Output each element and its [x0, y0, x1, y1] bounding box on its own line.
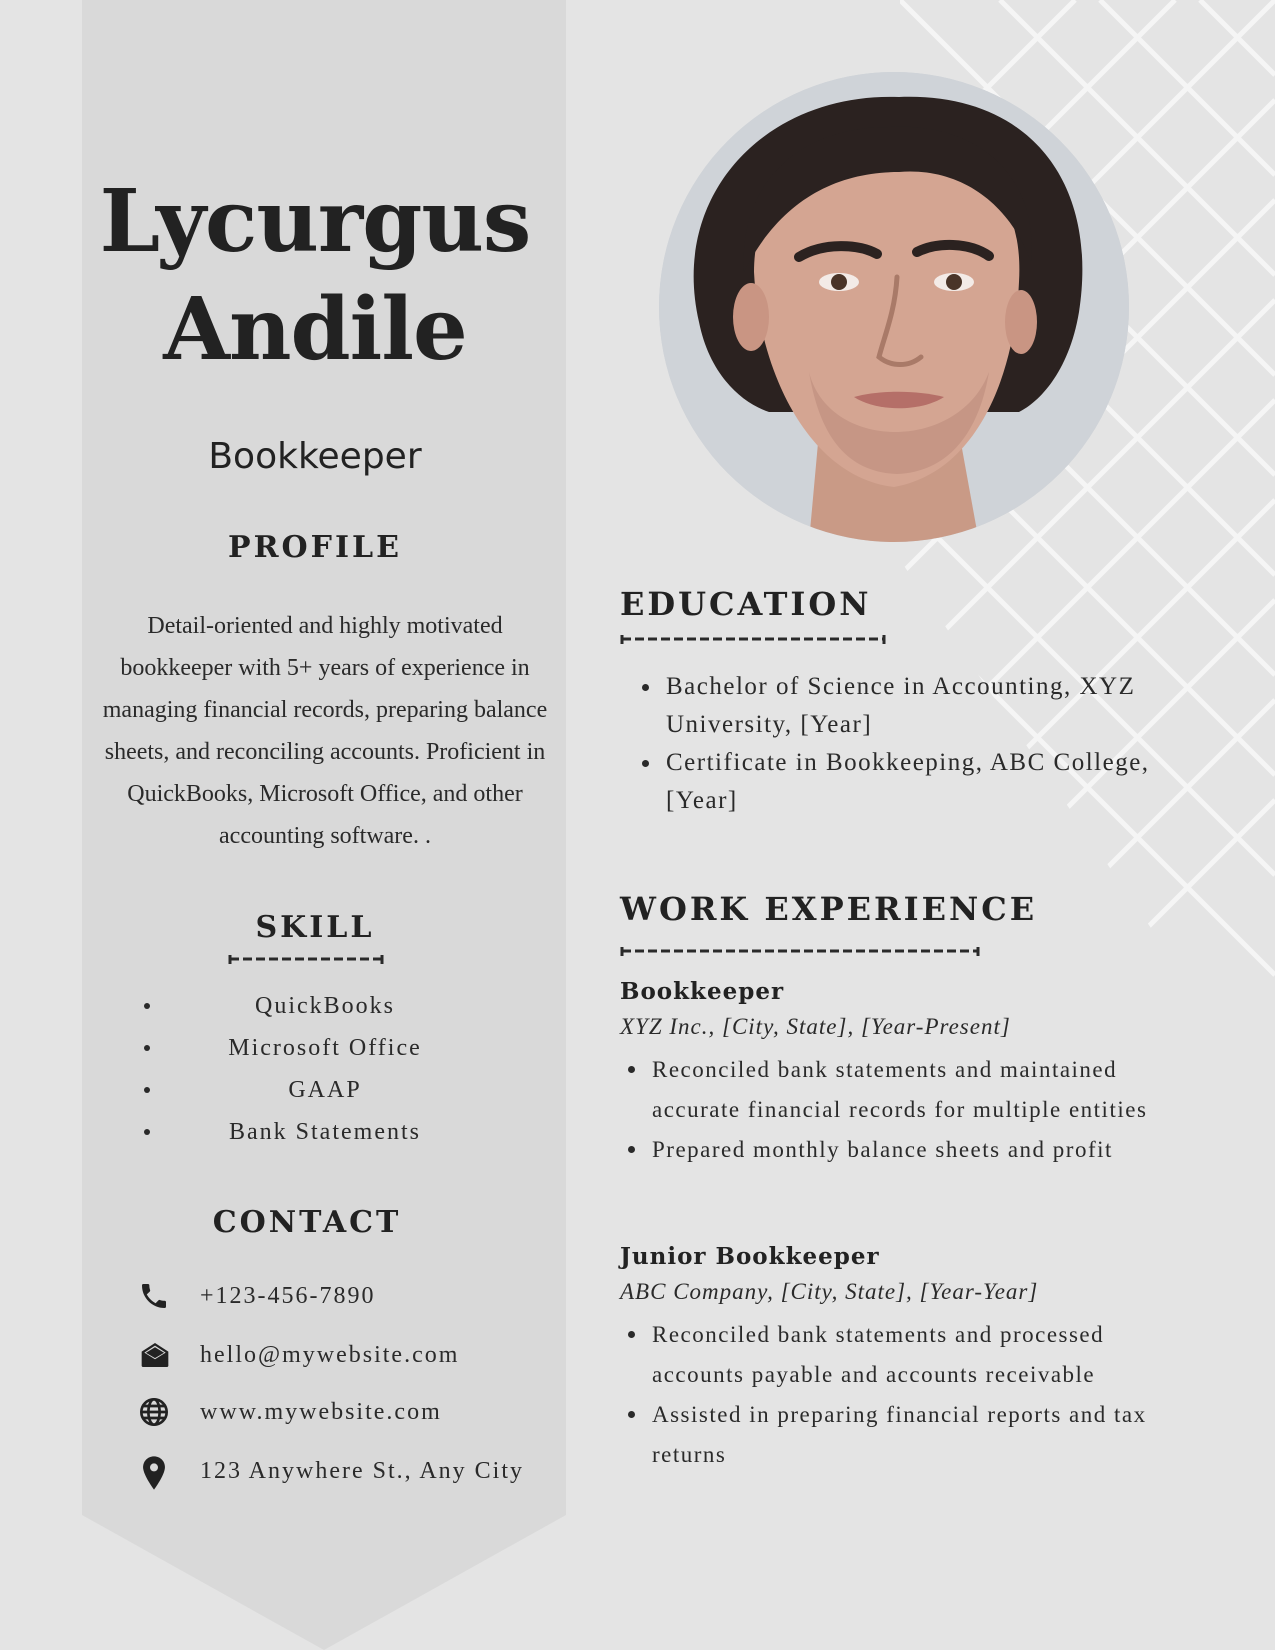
skill-item: Bank Statements [130, 1111, 520, 1153]
job-bullet: Assisted in preparing financial reports and tax returns [626, 1395, 1186, 1475]
contact-heading: CONTACT [212, 1205, 402, 1240]
work-experience-heading: WORK EXPERIENCE [620, 890, 1038, 928]
skill-heading: SKILL [255, 910, 375, 945]
website-text: www.mywebsite.com [200, 1399, 442, 1425]
person-name [82, 168, 548, 384]
education-item: Certificate in Bookkeeping, ABC College, [Year] [640, 744, 1200, 820]
job-title: Junior Bookkeeper [620, 1243, 880, 1270]
job-bullet: Reconciled bank statements and processed accounts payable and accounts receivable [626, 1315, 1186, 1395]
skill-item: GAAP [130, 1069, 520, 1111]
job-role: Bookkeeper [208, 436, 422, 477]
envelope-icon [138, 1339, 172, 1371]
job-bullet: Prepared monthly balance sheets and profit [626, 1130, 1186, 1170]
phone-text: +123-456-7890 [200, 1283, 376, 1309]
location-pin-icon [138, 1455, 170, 1491]
job-bullet: Reconciled bank statements and maintained accurate financial records for multiple entities [626, 1050, 1186, 1130]
education-item: Bachelor of Science in Accounting, XYZ University, [Year] [640, 668, 1200, 744]
education-list [640, 668, 1200, 820]
profile-text: Detail-oriented and highly motivated bookkeeper with 5+ years of experience in managing financial records, preparing balance sheets, and reconciling accounts. Proficient in QuickBooks, Microsoft Office, and other accounting software. . [102, 613, 548, 849]
job-meta: XYZ Inc., [City, State], [Year-Present] [620, 1014, 1011, 1039]
profile-heading: PROFILE [228, 530, 402, 565]
email-text: hello@mywebsite.com [200, 1342, 460, 1368]
skill-list [130, 985, 520, 1153]
last-name: Andile [163, 279, 467, 380]
portrait-image [659, 72, 1129, 542]
skill-rule [228, 952, 384, 966]
job-title: Bookkeeper [620, 978, 785, 1005]
first-name: Lycurgus [99, 171, 531, 272]
skill-item: QuickBooks [130, 985, 520, 1027]
job-meta: ABC Company, [City, State], [Year-Year] [620, 1279, 1039, 1304]
profile-photo [659, 72, 1129, 542]
education-rule [620, 632, 886, 646]
address-text: 123 Anywhere St., Any City [200, 1458, 525, 1484]
phone-icon [138, 1280, 170, 1312]
job-bullets [626, 1315, 1186, 1475]
job-bullets [626, 1050, 1186, 1170]
globe-icon [138, 1396, 170, 1428]
work-experience-rule [620, 944, 980, 958]
education-heading: EDUCATION [620, 585, 872, 623]
skill-item: Microsoft Office [130, 1027, 520, 1069]
